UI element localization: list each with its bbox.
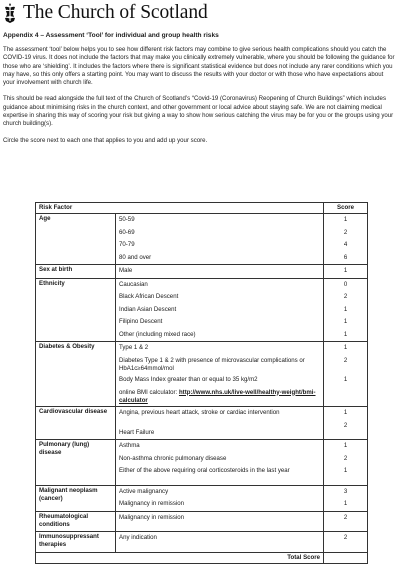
table-row-immunosuppressant	[36, 532, 368, 553]
score-value[interactable]: 6	[343, 253, 348, 261]
score-value[interactable]: 2	[343, 454, 348, 462]
guidance-paragraph: This should be read alongside the full text of the Church of Scotland’s “Covid-19 (Coronavirus) Reopening of Church Buildings” which includes guidance about minimising risks in the church context, and other government or local advice about staying safe. We are not claiming medical expertise in sharing this way of scoring your risk but giving a way to show how serious catching the virus may be for you or the groups using your church building(s).	[3, 95, 394, 128]
risk-scores	[324, 342, 368, 407]
risk-items	[116, 440, 324, 486]
risk-item: Asthma	[119, 442, 140, 449]
risk-item: 50-59	[119, 216, 135, 223]
risk-factor-label: Age	[36, 214, 116, 265]
total-score-value[interactable]	[324, 552, 368, 563]
risk-scores	[324, 265, 368, 279]
risk-factor-label: Malignant neoplasm (cancer)	[36, 485, 116, 511]
org-name: The Church of Scotland	[23, 2, 208, 23]
table-header-row	[36, 203, 368, 214]
score-value[interactable]: 3	[343, 487, 348, 495]
risk-scores	[324, 511, 368, 532]
score-value[interactable]: 2	[343, 293, 348, 300]
risk-scores	[324, 214, 368, 265]
risk-item: 80 and over	[119, 253, 152, 261]
score-value[interactable]: 1	[343, 467, 348, 474]
total-score-label: Total Score	[36, 552, 324, 563]
risk-item: Non-asthma chronic pulmonary disease	[119, 454, 227, 462]
risk-item: Filipino Descent	[119, 318, 163, 325]
risk-item: Any indication	[119, 534, 157, 541]
score-value[interactable]: 1	[343, 409, 348, 416]
table-row-age	[36, 214, 368, 265]
table-row-cardiovascular	[36, 407, 368, 440]
score-value[interactable]: 2	[343, 513, 348, 521]
risk-scores	[324, 407, 368, 440]
appendix-title: Appendix 4 – Assessment ‘Tool’ for individual and group health risks	[3, 32, 219, 39]
risk-factor-label: Rheumatological conditions	[36, 511, 116, 532]
score-value[interactable]: 2	[343, 534, 348, 541]
risk-item: Caucasian	[119, 280, 148, 288]
score-value[interactable]: 1	[343, 442, 348, 449]
table-row-ethnicity	[36, 278, 368, 342]
risk-items	[116, 532, 324, 553]
risk-item: Indian Asian Descent	[119, 305, 177, 313]
risk-factor-label: Sex at birth	[36, 265, 116, 279]
risk-items	[116, 265, 324, 279]
bmi-calculator-note: online BMI calculator: http://www.nhs.uk/live-well/healthy-weight/bmi-calculator	[119, 388, 316, 404]
risk-scores	[324, 485, 368, 511]
risk-item: Type 1 & 2	[119, 344, 149, 351]
risk-item: Angina, previous heart attack, stroke or cardiac intervention	[119, 409, 280, 416]
risk-items	[116, 485, 324, 511]
risk-factor-label: Ethnicity	[36, 278, 116, 342]
page-header	[2, 2, 208, 24]
risk-item: Body Mass Index greater than or equal to 35 kg/m2	[119, 376, 258, 383]
table-row-rheumatological	[36, 511, 368, 532]
score-value[interactable]: 2	[343, 228, 348, 236]
score-value[interactable]: 4	[343, 241, 348, 248]
score-value[interactable]: 0	[343, 280, 348, 288]
score-value[interactable]: 2	[343, 421, 348, 429]
risk-factor-label: Cardiovascular disease	[36, 407, 116, 440]
church-of-scotland-logo-icon	[2, 3, 18, 23]
table-row-pulmonary	[36, 440, 368, 486]
risk-item: Malignancy in remission	[119, 500, 185, 507]
risk-items	[116, 407, 324, 440]
score-value[interactable]: 1	[343, 500, 348, 507]
risk-item: Diabetes Type 1 & 2 with presence of microvascular complications or HbA1c≥64mmol/mol	[119, 356, 305, 372]
risk-item: Heart Failure	[119, 428, 155, 436]
risk-item: Either of the above requiring oral corticosteroids in the last year	[119, 467, 290, 474]
risk-assessment-table	[35, 202, 368, 564]
score-value[interactable]: 1	[343, 267, 348, 274]
table-row-sex-at-birth	[36, 265, 368, 279]
risk-factor-header: Risk Factor	[36, 203, 324, 214]
risk-factor-label: Pulmonary (lung) disease	[36, 440, 116, 486]
score-header: Score	[324, 203, 368, 214]
risk-items	[116, 511, 324, 532]
score-value[interactable]: 1	[343, 318, 348, 325]
instruction-paragraph: Circle the score next to each one that applies to you and add up your score.	[3, 136, 208, 144]
score-value[interactable]: 1	[343, 376, 348, 383]
risk-item: Other (including mixed race)	[119, 330, 196, 338]
score-value[interactable]: 1	[343, 305, 348, 313]
risk-scores	[324, 532, 368, 553]
score-value[interactable]: 1	[343, 344, 348, 351]
risk-item: Male	[119, 267, 133, 274]
risk-item: Malignancy in remission	[119, 513, 185, 521]
risk-scores	[324, 440, 368, 486]
risk-items	[116, 278, 324, 342]
risk-factor-label: Immunosuppressant therapies	[36, 532, 116, 553]
risk-item: 60-69	[119, 228, 135, 236]
score-value[interactable]: 1	[343, 330, 348, 338]
intro-paragraph: The assessment ‘tool’ below helps you to see how different risk factors may combine to give serious health complications should you catch the COVID-19 virus. It does not include the factors that may make you clinically extremely vulnerable, where you should be following the guidance for those who are ‘shielding’. It includes the factors where there is significant statistical evidence but does not include any rarer conditions which you may have, so this only offers a starting point. You may want to discuss the results with your doctor or with those who have expectations about your involvement with church life.	[3, 46, 395, 87]
table-row-diabetes-obesity	[36, 342, 368, 407]
risk-items	[116, 214, 324, 265]
document-body	[3, 32, 395, 153]
risk-items	[116, 342, 324, 407]
score-value[interactable]: 2	[343, 356, 348, 364]
risk-item: Black African Descent	[119, 293, 179, 300]
risk-scores	[324, 278, 368, 342]
risk-factor-label: Diabetes & Obesity	[36, 342, 116, 407]
risk-item: Active malignancy	[119, 487, 169, 495]
table-row-malignant-neoplasm	[36, 485, 368, 511]
table-total-row	[36, 552, 368, 563]
bmi-calculator-link[interactable]: http://www.nhs.uk/live-well/healthy-weight/bmi-calculator	[119, 388, 316, 404]
risk-item: 70-79	[119, 241, 135, 248]
score-value[interactable]: 1	[343, 216, 348, 223]
